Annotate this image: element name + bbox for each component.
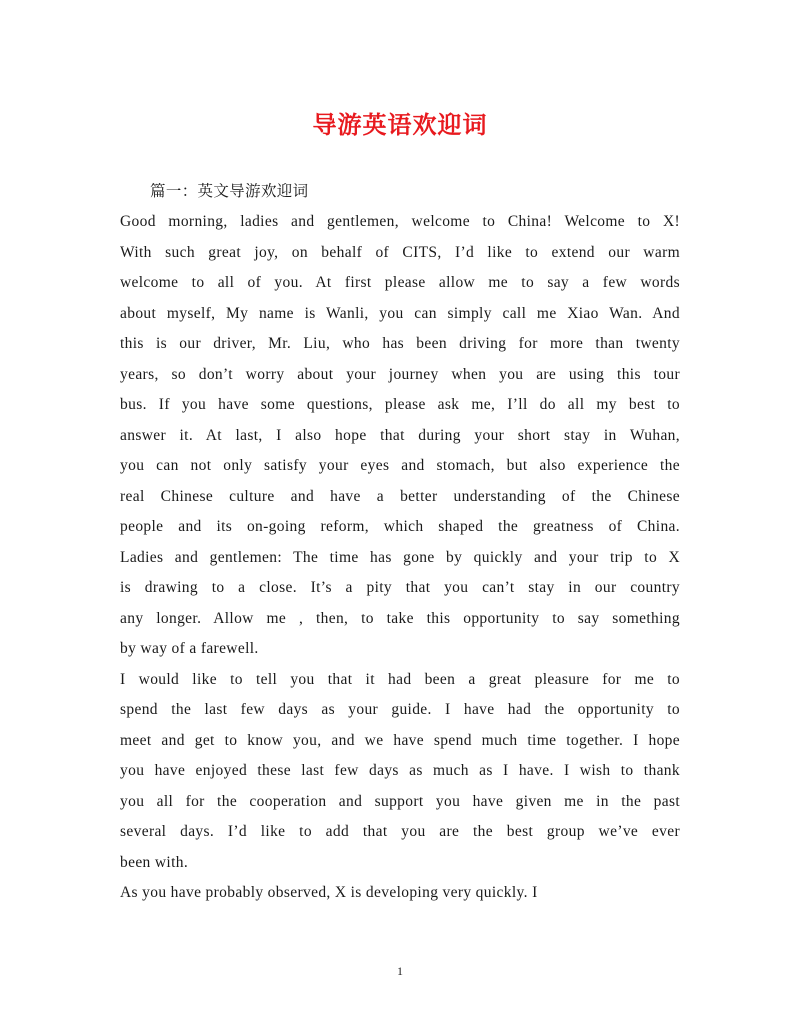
text-line: Ladies and gentlemen: The time has gone by quickly and your trip to X [120,548,680,566]
text-line: been with. [120,853,189,871]
text-line: you can not only satisfy your eyes and stomach, but also experience the [120,457,680,474]
text-line: several days. I’d like to add that you are the best group we’ve ever [120,823,680,840]
text-line: you all for the cooperation and support you have given me in the past [120,792,680,810]
text-line: any longer. Allow me , then, to take this opportunity to say something [120,609,680,627]
text-line: As you have probably observed, X is developing very quickly. I [120,884,538,901]
text-line: I would like to tell you that it had been a great pleasure for me to [120,670,680,688]
text-line: welcome to all of you. At first please allow me to say a few words [120,274,680,291]
text-line: real Chinese culture and have a better understanding of the Chinese [120,487,680,505]
section-heading: 篇一：英文导游欢迎词 [150,183,309,200]
text-line: Good morning, ladies and gentlemen, welcome to China! Welcome to X! [120,213,680,230]
text-line: is drawing to a close. It’s a pity that you can’t stay in our country [120,579,680,596]
text-line: about myself, My name is Wanli, you can simply call me Xiao Wan. And [120,304,680,322]
text-line: years, so don’t worry about your journey when you are using this tour [120,365,680,383]
text-line: spend the last few days as your guide. I have had the opportunity to [120,701,680,718]
text-line: answer it. At last, I also hope that during your short stay in Wuhan, [120,426,680,444]
page-number: 1 [397,964,403,978]
text-line: meet and get to know you, and we have spend much time together. I hope [120,731,680,749]
document-title: 导游英语欢迎词 [312,110,488,139]
document-body [120,176,680,909]
text-line: you have enjoyed these last few days as much as I have. I wish to thank [120,762,680,779]
text-line: by way of a farewell. [120,640,259,657]
text-line: people and its on-going reform, which shaped the greatness of China. [120,518,680,535]
text-line: this is our driver, Mr. Liu, who has been driving for more than twenty [120,335,680,352]
text-line: With such great joy, on behalf of CITS, I’d like to extend our warm [120,243,680,261]
text-line: bus. If you have some questions, please ask me, I’ll do all my best to [120,396,680,413]
